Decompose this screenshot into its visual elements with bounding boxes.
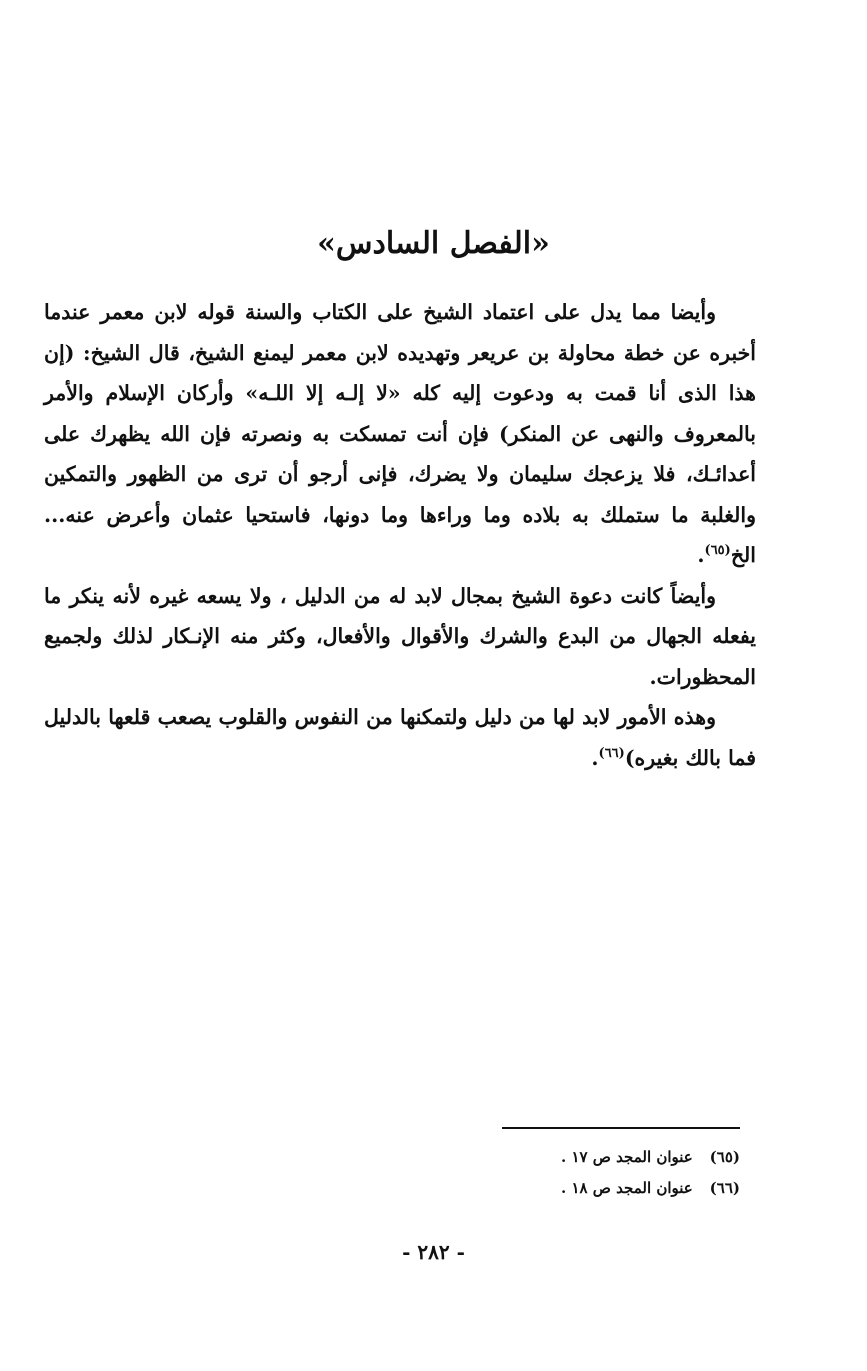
footnote-ref-66: (٦٦) — [598, 745, 625, 761]
page-number: - ٢٨٢ - — [402, 1240, 465, 1264]
footnotes — [400, 1142, 740, 1204]
footnote-65 — [400, 1142, 740, 1173]
footnote-ref-65: (٦٥) — [704, 543, 731, 559]
footnote-text: عنوان المجد ص ١٨ . — [561, 1179, 693, 1197]
footnote-number: (٦٥) — [709, 1148, 740, 1166]
footnote-divider — [502, 1127, 740, 1129]
paragraph-3-text: وهذه الأمور لابد لها من دليل ولتمكنها من النفوس والقلوب يصعب قلعها بالدليل فما بالك بغيره) — [44, 705, 756, 770]
paragraph-1 — [44, 292, 756, 576]
paragraph-1-tail: . — [697, 543, 705, 567]
body-text — [44, 292, 756, 778]
footnote-text: عنوان المجد ص ١٧ . — [561, 1148, 693, 1166]
footnote-66 — [400, 1173, 740, 1204]
paragraph-1-text: وأيضا مما يدل على اعتماد الشيخ على الكتاب والسنة قوله لابن معمر عندما أخبره عن خطة محاولة بن عريعر وتهديده لابن معمر ليمنع الشيخ، قال الشيخ: (إن هذا الذى أنا قمت به ودعوت إليه كله «لا إلـه إلا اللـه» وأركان الإسلام والأمر بالمعروف والنهى عن المنكر) فإن أنت تمسكت به ونصرته فإن الله يظهرك على أعدائـك، فلا يزعجك سليمان ولا يضرك، فإنى أرجو أن ترى من الظهور والتمكين والغلبة ما ستملك به بلاده وما وراءها وما دونها، فاستحيا عثمان وأعرض عنه... الخ — [44, 300, 756, 567]
chapter-title: «الفصل السادس» — [317, 226, 550, 261]
paragraph-3 — [44, 697, 756, 778]
paragraph-2: وأيضاً كانت دعوة الشيخ بمجال لابد له من الدليل ، ولا يسعه غيره لأنه ينكر ما يفعله الجهال من البدع والشرك والأقوال والأفعال، وكثر منه الإنـكار لذلك ولجميع المحظورات. — [44, 583, 756, 689]
paragraph-3-tail: . — [591, 745, 599, 770]
footnote-number: (٦٦) — [709, 1179, 740, 1197]
